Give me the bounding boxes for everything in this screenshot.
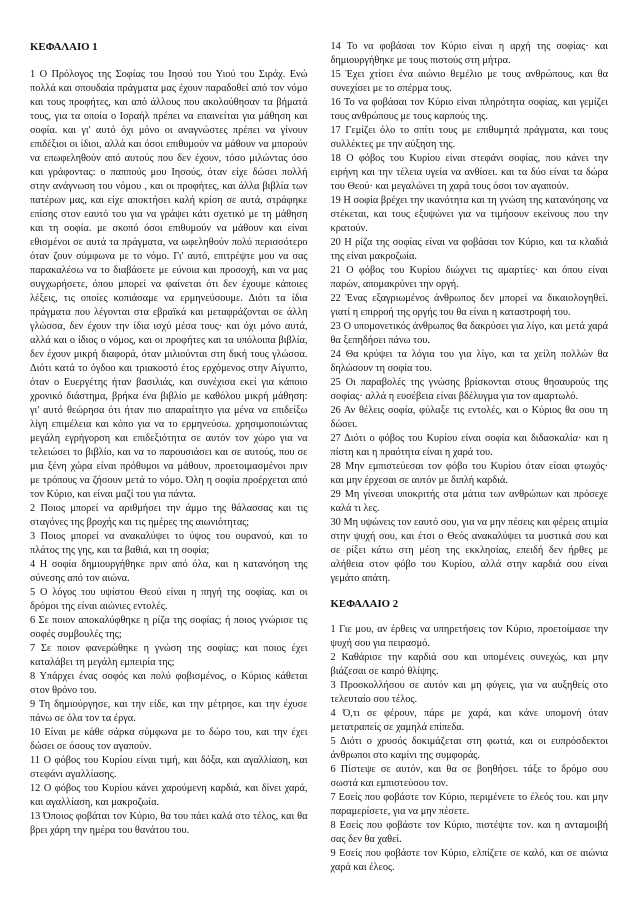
paragraph: 2 Ποιος μπορεί να αριθμήσει την άμμο της θάλασσας και τις σταγόνες της βροχής και τις ημέρες της αιωνιότητας;	[30, 503, 308, 528]
paragraph: 3 Ποιος μπορεί να ανακαλύψει το ύψος του ουρανού, και το πλάτος της γης, και τα βαθιά, και τη σοφία;	[30, 531, 308, 556]
paragraph: 4 Ό,τι σε φέρουν, πάρε με χαρά, και κάνε υπομονή όταν μετατραπείς σε χαμηλά επίπεδα.	[330, 708, 608, 733]
paragraph: 6 Σε ποιον αποκαλύφθηκε η ρίζα της σοφίας; ή ποιος γνώρισε τις σοφές συμβουλές της;	[30, 615, 308, 640]
paragraph: 6 Πίστεψε σε αυτόν, και θα σε βοηθήσει. τάξε το δρόμο σου σωστά και εμπιστεύσου τον.	[330, 764, 608, 789]
paragraph: 23 Ο υπομονετικός άνθρωπος θα δακρύσει για λίγο, και μετά χαρά θα ξεπηδήσει πάνω του.	[330, 321, 608, 346]
paragraph: 1 Γιε μου, αν έρθεις να υπηρετήσεις τον Κύριο, προετοίμασε την ψυχή σου για πειρασμό.	[330, 624, 608, 649]
paragraph: 9 Τη δημιούργησε, και την είδε, και την μέτρησε, και την έχυσε πάνω σε όλα τον τα έργα.	[30, 699, 308, 724]
paragraph: 18 Ο φόβος του Κυρίου είναι στεφάνι σοφίας, που κάνει την ειρήνη και την τέλεια υγεία να ανθίσει. και τα δύο είναι τα δώρα του Θεού· και μεγαλώνει τη χαρά τους όσοι τον αγαπούν.	[330, 153, 608, 192]
paragraph: 27 Διότι ο φόβος του Κυρίου είναι σοφία και διδασκαλία· και η πίστη και η πραότητα είναι η χαρά του.	[330, 433, 608, 458]
paragraph: 29 Μη γίνεσαι υποκριτής στα μάτια των ανθρώπων και πρόσεχε καλά τι λες.	[330, 489, 608, 514]
left-column	[30, 40, 308, 882]
paragraph: 2 Καθάρισε την καρδιά σου και υπομένεις συνεχώς, και μην βιάζεσαι σε καιρό θλίψης.	[330, 652, 608, 677]
paragraph: 24 Θα κρύψει τα λόγια του για λίγο, και τα χείλη πολλών θα δηλώσουν τη σοφία του.	[330, 349, 608, 374]
paragraph: 22 Ένας εξαγριωμένος άνθρωπος δεν μπορεί να δικαιολογηθεί. γιατί η επιρροή της οργής του θα είναι η καταστροφή του.	[330, 293, 608, 318]
paragraph: 9 Εσείς που φοβάστε τον Κύριο, ελπίζετε σε καλό, και σε αιώνια χαρά και έλεος.	[330, 848, 608, 873]
paragraph: 26 Αν θέλεις σοφία, φύλαξε τις εντολές, και ο Κύριος θα σου τη δώσει.	[330, 405, 608, 430]
paragraph: 14 Το να φοβάσαι τον Κύριο είναι η αρχή της σοφίας· και δημιουργήθηκε με τους πιστούς στη μήτρα.	[330, 41, 608, 66]
chapter-2-heading: ΚΕΦΑΛΑΙΟ 2	[330, 598, 399, 610]
paragraph: 19 Η σοφία βρέχει την ικανότητα και τη γνώση της κατανόησης να στέκεται, και τους εξυψώνει για να τιμήσουν εκείνους που την κρατούν.	[330, 195, 608, 234]
paragraph: 16 Το να φοβάσαι τον Κύριο είναι πληρότητα σοφίας, και γεμίζει τους ανθρώπους με τους καρπούς της.	[330, 97, 608, 122]
paragraph: 30 Μη υψώνεις τον εαυτό σου, για να μην πέσεις και φέρεις ατιμία στην ψυχή σου, και έτσι ο Θεός ανακαλύψει τα μυστικά σου και σε ρίξει κάτω στη μέση της εκκλησίας, επειδή δεν ήρθες με αλήθεια στον φόβο του Κυρίου, αλλά στην καρδιά σου είναι γεμάτο απάτη.	[330, 517, 608, 584]
chapter-1-heading: ΚΕΦΑΛΑΙΟ 1	[30, 41, 98, 53]
paragraph: 21 Ο φόβος του Κυρίου διώχνει τις αμαρτίες· και όπου είναι παρών, απομακρύνει την οργή.	[330, 265, 608, 290]
paragraph: 7 Εσείς που φοβάστε τον Κύριο, περιμένετε το έλεός του. και μην παραμερίσετε, για να μην πέσετε.	[330, 792, 608, 817]
paragraph: 8 Υπάρχει ένας σοφός και πολύ φοβισμένος, ο Κύριος κάθεται στον θρόνο του.	[30, 671, 308, 696]
paragraph: 13 Όποιος φοβάται τον Κύριο, θα του πάει καλά στο τέλος, και θα βρει χάρη την ημέρα του θανάτου του.	[30, 811, 308, 836]
paragraph: 10 Είναι με κάθε σάρκα σύμφωνα με το δώρο του, και την έχει δώσει σε όσους τον αγαπούν.	[30, 727, 308, 752]
paragraph: 15 Έχει χτίσει ένα αιώνιο θεμέλιο με τους ανθρώπους, και θα συνεχίσει με το σπέρμα τους.	[330, 69, 608, 94]
right-column	[331, 40, 609, 882]
paragraph: 4 Η σοφία δημιουργήθηκε πριν από όλα, και η κατανόηση της σύνεσης από τον αιώνα.	[30, 559, 308, 584]
paragraph: 8 Εσείς που φοβάστε τον Κύριο, πιστέψτε τον. και η ανταμοιβή σας δεν θα χαθεί.	[330, 820, 608, 845]
paragraph: 1 Ο Πρόλογος της Σοφίας του Ιησού του Υιού του Σιράχ. Ενώ πολλά και σπουδαία πράγματα μας έχουν παραδοθεί από τον νόμο και τους προφήτες, και από άλλους που ακολούθησαν τα βήματά τους, για τα οποία ο Ισραήλ πρέπει να επαινείται για μάθηση και σοφία. και γι' αυτό όχι μόνο οι αναγνώστες πρέπει να γίνουν επιδέξιοι οι ίδιοι, αλλά και όσοι επιθυμούν να μάθουν να μπορούν να επωφεληθούν από αυτούς που δεν έχουν, τόσο μιλώντας όσο και γράφοντας: ο παππούς μου Ιησούς, όταν είχε δώσει πολλή στην ανάγνωση του νόμου , και οι προφήτες, και άλλα βιβλία των πατέρων μας, και είχε αποκτήσει καλή κρίση σε αυτά, στράφηκε επίσης στον εαυτό του για να γράψει κάτι σχετικό με τη μάθηση και τη σοφία. με σκοπό όσοι επιθυμούν να μάθουν και είναι εθισμένοι σε αυτά τα πράγματα, να ωφεληθούν πολύ περισσότερο όταν ζουν σύμφωνα με το νόμο. Γι' αυτό, επιτρέψτε μου να σας παρακαλέσω να το διαβάσετε με εύνοια και προσοχή, και να μας συγχωρήσετε, όπου μπορεί να φαίνεται ότι δεν έχουμε κάποιες λέξεις, τις οποίες κοπιάσαμε να ερμηνεύσουμε. Διότι τα ίδια πράγματα που λέγονται στα εβραϊκά και μεταφράζονται σε άλλη γλώσσα, δεν έχουν την ίδια ισχύ μέσα τους· και όχι μόνο αυτά, αλλά και ο ίδιος ο νόμος, και οι προφήτες και τα υπόλοιπα βιβλία, δεν έχουν μικρή διαφορά, όταν μιλιούνται στη δική τους γλώσσα. Διότι κατά το όγδοο και τριακοστό έτος ερχόμενος στην Αίγυπτο, όταν ο Ευεργέτης ήταν βασιλιάς, και συνέχισα εκεί για κάποιο χρονικό διάστημα, βρήκα ένα βιβλίο με καθόλου μικρή μάθηση: γι' αυτό θεώρησα ότι ήταν πιο απαραίτητο για μένα να επιδείξω λίγη επιμέλεια και κόπο για να το ερμηνεύσω. χρησιμοποιώντας μεγάλη εγρήγορση και επιδεξιότητα σε αυτόν τον χώρο για να τελειώσει το βιβλίο, και να το παρουσιάσει και σε αυτούς, που σε μια ξένη χώρα είναι πρόθυμοι να μάθουν, προετοιμασμένοι πριν με τρόπους να ζήσουν μετά το νόμο. Όλη η σοφία προέρχεται από τον Κύριο, και είναι μαζί του για πάντα.	[30, 69, 308, 500]
paragraph: 28 Μην εμπιστεύεσαι τον φόβο του Κυρίου όταν είσαι φτωχός· και μην έρχεσαι σε αυτόν με διπλή καρδιά.	[330, 461, 608, 486]
paragraph: 20 Η ρίζα της σοφίας είναι να φοβάσαι τον Κύριο, και τα κλαδιά της είναι μακροζωία.	[330, 237, 608, 262]
paragraph: 12 Ο φόβος του Κυρίου κάνει χαρούμενη καρδιά, και δίνει χαρά, και αγαλλίαση, και μακροζωία.	[30, 783, 308, 808]
paragraph: 11 Ο φόβος του Κυρίου είναι τιμή, και δόξα, και αγαλλίαση, και στεφάνι αγαλλίασης.	[30, 755, 308, 780]
paragraph: 3 Προσκολλήσου σε αυτόν και μη φύγεις, για να αυξηθείς στο τελευταίο σου τέλος.	[330, 680, 608, 705]
paragraph: 5 Διότι ο χρυσός δοκιμάζεται στη φωτιά, και οι ευπρόσδεκτοι άνθρωποι στο καμίνι της συμφοράς.	[330, 736, 608, 761]
paragraph: 17 Γεμίζει όλο το σπίτι τους με επιθυμητά πράγματα, και τους συλλέκτες με την αύξηση της.	[330, 125, 608, 150]
paragraph: 25 Οι παραβολές της γνώσης βρίσκονται στους θησαυρούς της σοφίας· αλλά η ευσέβεια είναι βδέλυγμα για τον αμαρτωλό.	[330, 377, 608, 402]
paragraph: 5 Ο λόγος του υψίστου Θεού είναι η πηγή της σοφίας. και οι δρόμοι της είναι αιώνιες εντολές.	[30, 587, 308, 612]
paragraph: 7 Σε ποιον φανερώθηκε η γνώση της σοφίας; και ποιος έχει καταλάβει τη μεγάλη εμπειρία της;	[30, 643, 308, 668]
